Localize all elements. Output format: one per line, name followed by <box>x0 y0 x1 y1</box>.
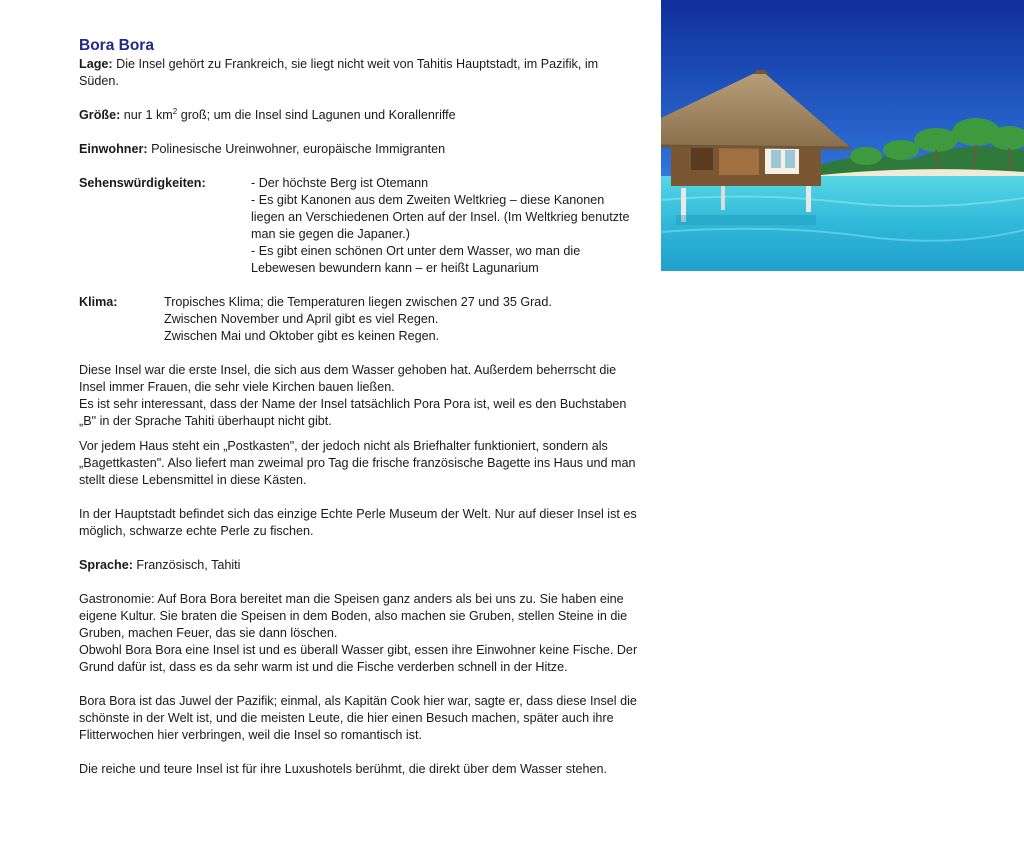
list-item: Tropisches Klima; die Temperaturen liegen zwischen 27 und 35 Grad. <box>164 295 552 309</box>
paragraph-postkasten: Vor jedem Haus steht ein „Postkasten", der jedoch nicht als Briefhalter funktioniert, sondern als „Bagettkasten". Also liefert man zweimal pro Tag die frische französische Bagette ins Haus und man stellt diese Lebensmittel in diese Kästen. <box>79 439 636 487</box>
bungalow-photo <box>661 0 1024 271</box>
page-title: Bora Bora <box>79 37 154 54</box>
sprache-text: Französisch, Tahiti <box>132 558 241 572</box>
paragraph-perle: In der Hauptstadt befindet sich das einzige Echte Perle Museum der Welt. Nur auf dieser Insel ist es möglich, schwarze echte Perle zu fischen. <box>79 507 637 538</box>
einwohner-label: Einwohner: <box>79 142 148 156</box>
gastronomie-fisch-paragraph: Obwohl Bora Bora eine Insel ist und es überall Wasser gibt, essen ihre Einwohner keine Fische. Der Grund dafür ist, dass es da sehr warm ist und die Fische verderben schnell in der Hitze. <box>79 643 638 674</box>
sehenswuerdigkeiten-label: Sehenswürdigkeiten: <box>79 176 206 190</box>
lage-paragraph <box>79 56 639 90</box>
groesse-label: Größe: <box>79 108 121 122</box>
paragraph-first-island: Diese Insel war die erste Insel, die sich aus dem Wasser gehoben hat. Außerdem beherrscht die Insel immer Frauen, die sehr viele Kirchen bauen ließen. <box>79 363 617 394</box>
overwater-bungalow-illustration <box>661 0 1024 271</box>
lage-label: Lage: <box>79 57 113 71</box>
luxus-paragraph: Die reiche und teure Insel ist für ihre Luxushotels berühmt, die direkt über dem Wasser stehen. <box>79 762 608 776</box>
document-body <box>79 36 639 778</box>
list-item: - Es gibt einen schönen Ort unter dem Wasser, wo man die Lebewesen bewundern kann – er heißt Lagunarium <box>251 244 581 275</box>
groesse-superscript: 2 <box>172 106 178 116</box>
einwohner-paragraph <box>79 141 639 158</box>
sprache-paragraph <box>79 557 639 574</box>
juwel-paragraph: Bora Bora ist das Juwel der Pazifik; einmal, als Kapitän Cook hier war, sagte er, dass diese Insel die schönste in der Welt ist, und die meisten Leute, die hier einen Besuch machen, später auch ihre Flitterwochen hier verbringen, weil die Insel so romantisch ist. <box>79 694 637 742</box>
lage-text: Die Insel gehört zu Frankreich, sie liegt nicht weit von Tahitis Hauptstadt, im Pazifik, im Süden. <box>79 57 599 88</box>
sprache-label: Sprache: <box>79 558 133 572</box>
sehenswuerdigkeiten-section <box>79 175 639 277</box>
groesse-paragraph <box>79 107 639 124</box>
einwohner-text: Polinesische Ureinwohner, europäische Immigranten <box>147 142 446 156</box>
list-item: - Der höchste Berg ist Otemann <box>251 176 429 190</box>
list-item: Zwischen November und April gibt es viel Regen. <box>164 312 439 326</box>
groesse-text-before: nur 1 km <box>120 108 173 122</box>
sehenswuerdigkeiten-list <box>251 175 636 277</box>
paragraph-name: Es ist sehr interessant, dass der Name der Insel tatsächlich Pora Pora ist, weil es den Buchstaben „B" in der Sprache Tahiti überhaupt nicht gibt. <box>79 397 627 428</box>
klima-label: Klima: <box>79 295 118 309</box>
groesse-text-after: groß; um die Insel sind Lagunen und Korallenriffe <box>177 108 456 122</box>
list-item: - Es gibt Kanonen aus dem Zweiten Weltkrieg – diese Kanonen liegen an Verschiedenen Orten auf der Insel. (Im Weltkrieg benutzte man sie gegen die Japaner.) <box>251 193 630 241</box>
klima-section <box>79 294 639 345</box>
gastronomie-paragraph: Gastronomie: Auf Bora Bora bereitet man die Speisen ganz anders als bei uns zu. Sie haben eine eigene Kultur. Sie braten die Speisen in dem Boden, also machen sie Gruben, stellen Steine in die Gruben, machen Feuer, das sie dann löschen. <box>79 592 628 640</box>
list-item: Zwischen Mai und Oktober gibt es keinen Regen. <box>164 329 440 343</box>
klima-list <box>164 294 552 345</box>
